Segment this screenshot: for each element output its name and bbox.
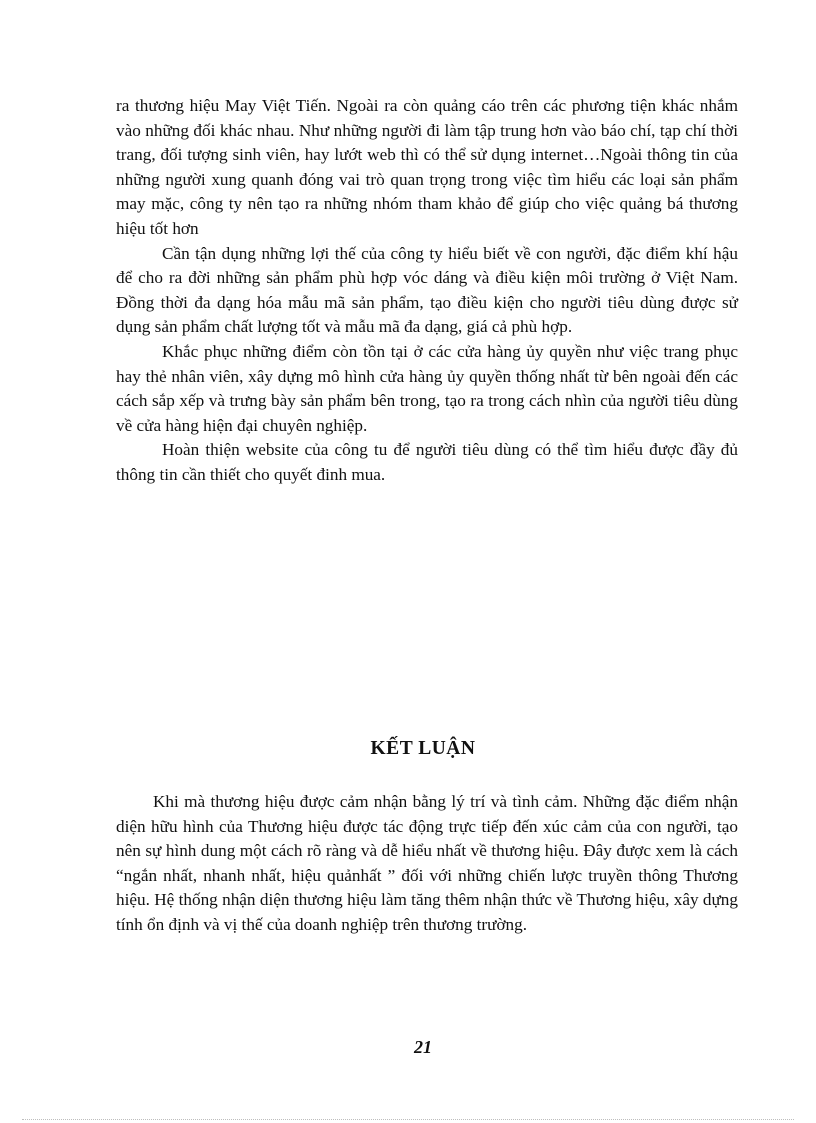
paragraph-store-improvements: Khắc phục những điểm còn tồn tại ở các cửa hàng ủy quyền như việc trang phục hay thẻ nhân viên, xây dựng mô hình cửa hàng ủy quyền thống nhất từ bên ngoài đến các cách sắp xếp và trưng bày sản phẩm bên trong, tạo ra trong cách nhìn của người tiêu dùng về cửa hàng hiện đại chuyên nghiệp.: [116, 341, 738, 435]
conclusion-heading: KẾT LUẬN: [370, 738, 476, 759]
page-number: 21: [414, 1037, 432, 1057]
conclusion-paragraph: Khi mà thương hiệu được cảm nhận bằng lý trí và tình cảm. Những đặc điểm nhận diện hữu hình của Thương hiệu được tác động trực tiếp đến xúc cảm của con người, tạo nên sự hình dung một cách rõ ràng và dễ hiểu nhất về thương hiệu. Đây được xem là cách “ngắn nhất, nhanh nhất, hiệu quảnhất ” đối với những chiến lược truyền thông Thương hiệu. Hệ thống nhận diện thương hiệu làm tăng thêm nhận thức về Thương hiệu, xây dựng tính ổn định và vị thế của doanh nghiệp trên thương trường.: [116, 792, 738, 934]
paragraph-continuation: ra thương hiệu May Việt Tiến. Ngoài ra còn quảng cáo trên các phương tiện khác nhắm vào những đối khác nhau. Như những người đi làm tập trung hơn vào báo chí, tạp chí thời trang, đối tượng sinh viên, hay lướt web thì có thể sử dụng internet…Ngoài thông tin của những người xung quanh đóng vai trò quan trọng trong việc tìm hiểu các loại sản phẩm may mặc, công ty nên tạo ra những nhóm tham khảo để giúp cho việc quảng bá thương hiệu tốt hơn: [116, 96, 738, 238]
body-section: [116, 94, 738, 488]
page-bottom-divider: [22, 1119, 794, 1120]
paragraph-website: Hoàn thiện website của công tu để người tiêu dùng có thể tìm hiểu được đầy đủ thông tin cần thiết cho quyết đinh mua.: [116, 440, 738, 484]
conclusion-section: [116, 790, 738, 938]
paragraph-leverage-strengths: Cần tận dụng những lợi thế của công ty hiểu biết về con người, đặc điểm khí hậu để cho ra đời những sản phẩm phù hợp vóc dáng và điều kiện môi trường ở Việt Nam. Đồng thời đa dạng hóa mẫu mã sản phẩm, tạo điều kiện cho người tiêu dùng được sử dụng sản phẩm chất lượng tốt và mẫu mã đa dạng, giá cả phù hợp.: [116, 243, 738, 337]
